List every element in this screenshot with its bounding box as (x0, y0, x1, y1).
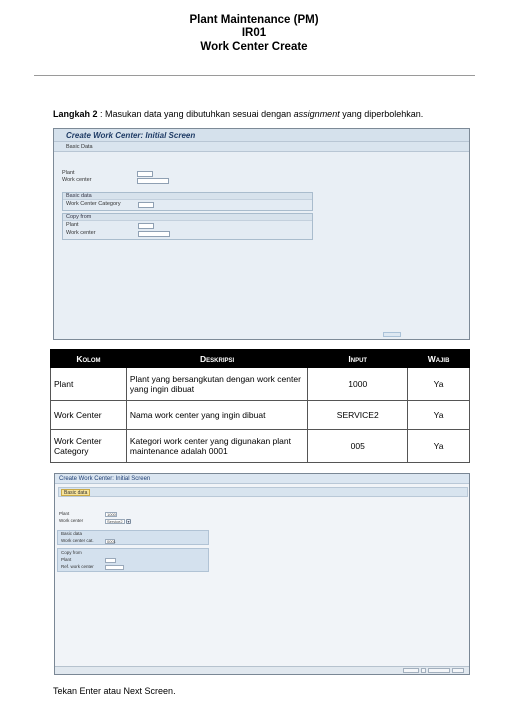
table-row (51, 401, 470, 430)
field-table (50, 349, 470, 463)
copy-from-group (62, 213, 313, 240)
cell-wajib: Ya (408, 401, 470, 430)
copy-plant-input[interactable] (105, 558, 116, 563)
basic-data-group-title: Basic data (61, 531, 83, 536)
col-header-input: Input (308, 350, 408, 368)
copy-from-group-title: Copy from (61, 550, 82, 555)
cell-input: 005 (308, 430, 408, 463)
step-text-before: : Masukan data yang dibutuhkan sesuai dengan (97, 109, 294, 119)
cell-deskripsi: Plant yang bersangkutan dengan work center yang ingin dibuat (126, 368, 308, 401)
col-header-kolom: Kolom (51, 350, 127, 368)
cell-input: SERVICE2 (308, 401, 408, 430)
doc-title-tcode: IR01 (241, 27, 267, 39)
step-text-after: yang diperbolehkan. (339, 109, 424, 119)
cell-kolom: Work Center (51, 401, 127, 430)
copy-from-group-title: Copy from (63, 214, 312, 221)
category-input[interactable] (138, 202, 154, 208)
copy-plant-input[interactable] (138, 223, 154, 229)
step-label: Langkah 2 (53, 109, 98, 119)
category-label: Work center cat. (61, 538, 94, 543)
category-input[interactable]: 0001 (107, 539, 116, 544)
matchcode-icon[interactable]: ▾ (127, 519, 130, 524)
table-row (51, 368, 470, 401)
copy-workcenter-label: Ref. work center (61, 564, 94, 569)
plant-label: Plant (59, 511, 70, 516)
plant-input[interactable] (137, 171, 153, 177)
cell-wajib: Ya (408, 430, 470, 463)
enter-instruction: Tekan Enter atau Next Screen. (53, 686, 176, 696)
sap-status-bar (55, 666, 469, 674)
status-field-toggle[interactable] (421, 668, 426, 673)
sap-tabstrip (58, 487, 468, 497)
basic-data-group (62, 192, 313, 211)
category-label: Work Center Category (66, 201, 121, 207)
cell-kolom: Plant (51, 368, 127, 401)
copy-workcenter-input[interactable] (105, 565, 124, 570)
copy-workcenter-input[interactable] (138, 231, 170, 237)
table-row (51, 430, 470, 463)
plant-label: Plant (62, 170, 75, 176)
sap-screenshot-initial (53, 128, 470, 340)
cell-wajib: Ya (408, 368, 470, 401)
sap-tab-basic-data[interactable]: Basic Data (54, 142, 469, 152)
doc-title-transaction: Work Center Create (200, 41, 308, 53)
cell-deskripsi: Kategori work center yang digunakan plant maintenance adalah 0001 (126, 430, 308, 463)
workcenter-input[interactable]: Service2 (105, 519, 125, 524)
basic-data-group-title: Basic data (63, 193, 312, 200)
cell-kolom: Work Center Category (51, 430, 127, 463)
cell-input: 1000 (308, 368, 408, 401)
step-italic-word: assignment (293, 109, 340, 119)
sap-screen-title: Create Work Center: Initial Screen (55, 474, 469, 484)
table-header-row (51, 350, 470, 368)
sap-screenshot-filled (54, 473, 470, 675)
step-instruction (53, 109, 423, 119)
status-field-system (403, 668, 419, 673)
col-header-deskripsi: Deskripsi (126, 350, 308, 368)
copy-from-group (57, 548, 209, 572)
basic-data-group (57, 530, 209, 545)
status-field-mode (452, 668, 464, 673)
copy-plant-label: Plant (66, 222, 79, 228)
workcenter-label: Work center (62, 177, 92, 183)
plant-input[interactable]: 1000 (107, 512, 116, 517)
copy-plant-label: Plant (61, 557, 72, 562)
workcenter-input[interactable] (137, 178, 169, 184)
sap-status-indicator (383, 332, 401, 337)
cell-deskripsi: Nama work center yang ingin dibuat (126, 401, 308, 430)
sap-screen-title: Create Work Center: Initial Screen (54, 129, 469, 142)
sap-tab-basic-data[interactable]: Basic data (61, 489, 90, 496)
copy-workcenter-label: Work center (66, 230, 96, 236)
header-divider (34, 75, 475, 76)
status-field-server (428, 668, 450, 673)
workcenter-label: Work center (59, 518, 84, 523)
col-header-wajib: Wajib (408, 350, 470, 368)
doc-title-module: Plant Maintenance (PM) (189, 14, 319, 26)
